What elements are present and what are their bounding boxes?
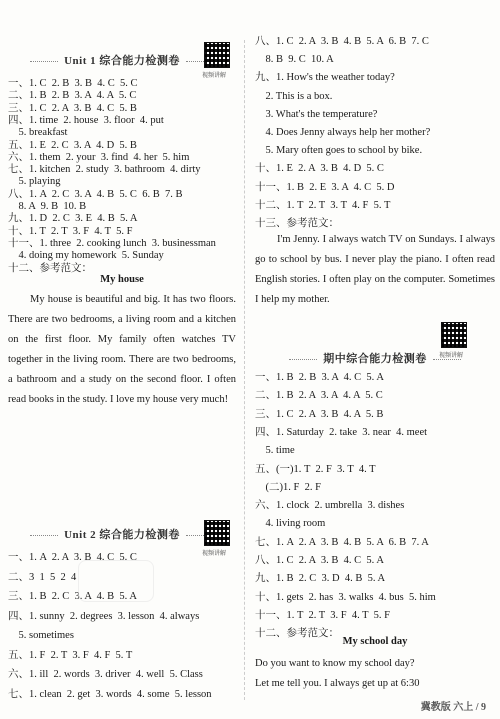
essay-line: Do you want to know my school day? [255,658,415,669]
answer-line: 九、1. D 2. C 3. E 4. B 5. A [8,213,138,225]
answer-line: 三、1. C 2. A 3. B 4. A 5. B [255,408,384,420]
midterm-qr-code-icon[interactable] [441,322,467,348]
unit1-title [8,52,236,68]
answer-line: 四、1. time 2. house 3. floor 4. put [8,114,164,126]
column-divider [244,40,245,700]
essay3-title: My school day [342,636,408,647]
answer-line: 5. playing [8,176,61,188]
answer-line: 七、1. A 2. A 3. B 4. B 5. A 6. B 7. A [255,536,429,548]
answer-line: 七、1. clean 2. get 3. words 4. some 5. lesson [8,688,212,700]
answer-line: 4. living room [255,518,326,530]
answer-line: 5. sometimes [8,630,74,641]
essay1-text: My house is beautiful and big. It has two floors. There are two bedrooms, a living room and a kitchen on the first floor. My family often watches TV together in the living room. There are two bedrooms, a bathroom and a study on the second floor. I often read books in the study. I love my house very much! [8,294,236,405]
answer-line: 5. Mary often goes to school by bike. [255,145,423,157]
unit1-title-text: Unit 1 综合能力检测卷 [64,55,180,67]
unit2-title-text: Unit 2 综合能力检测卷 [64,529,180,541]
answer-line: 十、1. T 2. T 3. F 4. T 5. F [8,225,133,237]
answer-line: 二、3 1 5 2 4 [8,571,77,583]
answer-line: 八、1. C 2. A 3. B 4. C 5. A [255,555,384,566]
midterm-qr-label: 视频讲解 [439,352,464,359]
answer-line: 五、1. F 2. T 3. F 4. F 5. T [8,649,133,661]
answer-line: 十、1. E 2. A 3. B 4. D 5. C [255,163,384,175]
answer-line: 十二、1. T 2. T 3. T 4. F 5. T [255,199,391,211]
answer-line: 十三、参考范文： [255,218,339,229]
unit2-qr-code-icon[interactable] [204,520,230,546]
essay2-text: I'm Jenny. I always watch TV on Sundays. I always go to school by bus. I never play the piano. I often read English stories. I often play on the computer. Sometimes I help my mother. [255,234,495,305]
midterm-title-text: 期中综合能力检测卷 [323,353,427,365]
unit2-title [8,526,236,542]
answer-line: 七、1. kitchen 2. study 3. bathroom 4. dirty [8,164,201,176]
answer-line: 三、1. B 2. C 3. A 4. B 5. A [8,591,137,602]
answer-line: 八、1. A 2. C 3. A 4. B 5. C 6. B 7. B [8,188,183,200]
answer-line: 五、(一)1. T 2. F 3. T 4. T [255,463,376,475]
answer-line: 4. Does Jenny always help her mother? [255,127,431,138]
answer-line: 5. breakfast [8,127,68,139]
page-footer: 冀教版 六上 / 9 [420,702,486,713]
answer-line: 九、1. How's the weather today? [255,72,395,84]
answer-line: 八、1. C 2. A 3. B 4. B 5. A 6. B 7. C [255,36,429,47]
answer-line: 四、1. Saturday 2. take 3. near 4. meet [255,426,428,438]
unit1-qr-label: 视频讲解 [202,72,227,79]
answer-line: 二、1. B 2. A 3. A 4. A 5. C [255,390,383,402]
answer-line: 8. A 9. B 10. B [8,201,87,212]
answer-line: 十二、参考范文： [8,262,92,274]
answer-line: 十一、1. T 2. T 3. F 4. T 5. F [255,609,390,621]
answer-line: 九、1. B 2. C 3. D 4. B 5. A [255,573,386,585]
answer-line: 一、1. C 2. B 3. B 4. C 5. C [8,78,138,89]
answer-line: 五、1. E 2. C 3. A 4. D 5. B [8,139,137,151]
answer-line: 十二、参考范文： [255,628,339,640]
answer-line: 3. What's the temperature? [255,108,378,120]
answer-line: 三、1. C 2. A 3. B 4. C 5. B [8,102,137,114]
answer-line: 十一、1. three 2. cooking lunch 3. businessman [8,237,216,249]
answer-line: 四、1. sunny 2. degrees 3. lesson 4. always [8,610,200,622]
answer-line: 4. doing my homework 5. Sunday [8,250,164,262]
answer-line: (二)1. F 2. F [255,481,321,493]
essay-line: Let me tell you. I always get up at 6:30 [255,678,420,689]
answer-line: 8. B 9. C 10. A [255,54,334,66]
unit2-qr-label: 视频讲解 [202,550,227,557]
answer-line: 二、1. B 2. B 3. A 4. A 5. C [8,90,137,102]
unit1-qr-code-icon[interactable] [204,42,230,68]
essay1-title: My house [100,274,144,285]
answer-line: 十、1. gets 2. has 3. walks 4. bus 5. him [255,591,436,603]
answer-line: 六、1. clock 2. umbrella 3. dishes [255,500,405,512]
answer-line: 一、1. B 2. B 3. A 4. C 5. A [255,372,384,383]
answer-line: 5. time [255,445,295,457]
answer-line: 一、1. A 2. A 3. B 4. C 5. C [8,552,137,563]
answer-line: 2. This is a box. [255,90,333,102]
answer-line: 六、1. ill 2. words 3. driver 4. well 5. Class [8,669,203,680]
answer-line: 六、1. them 2. your 3. find 4. her 5. him [8,151,190,163]
answer-line: 十一、1. B 2. E 3. A 4. C 5. D [255,181,395,193]
watermark-stamp [78,560,154,602]
